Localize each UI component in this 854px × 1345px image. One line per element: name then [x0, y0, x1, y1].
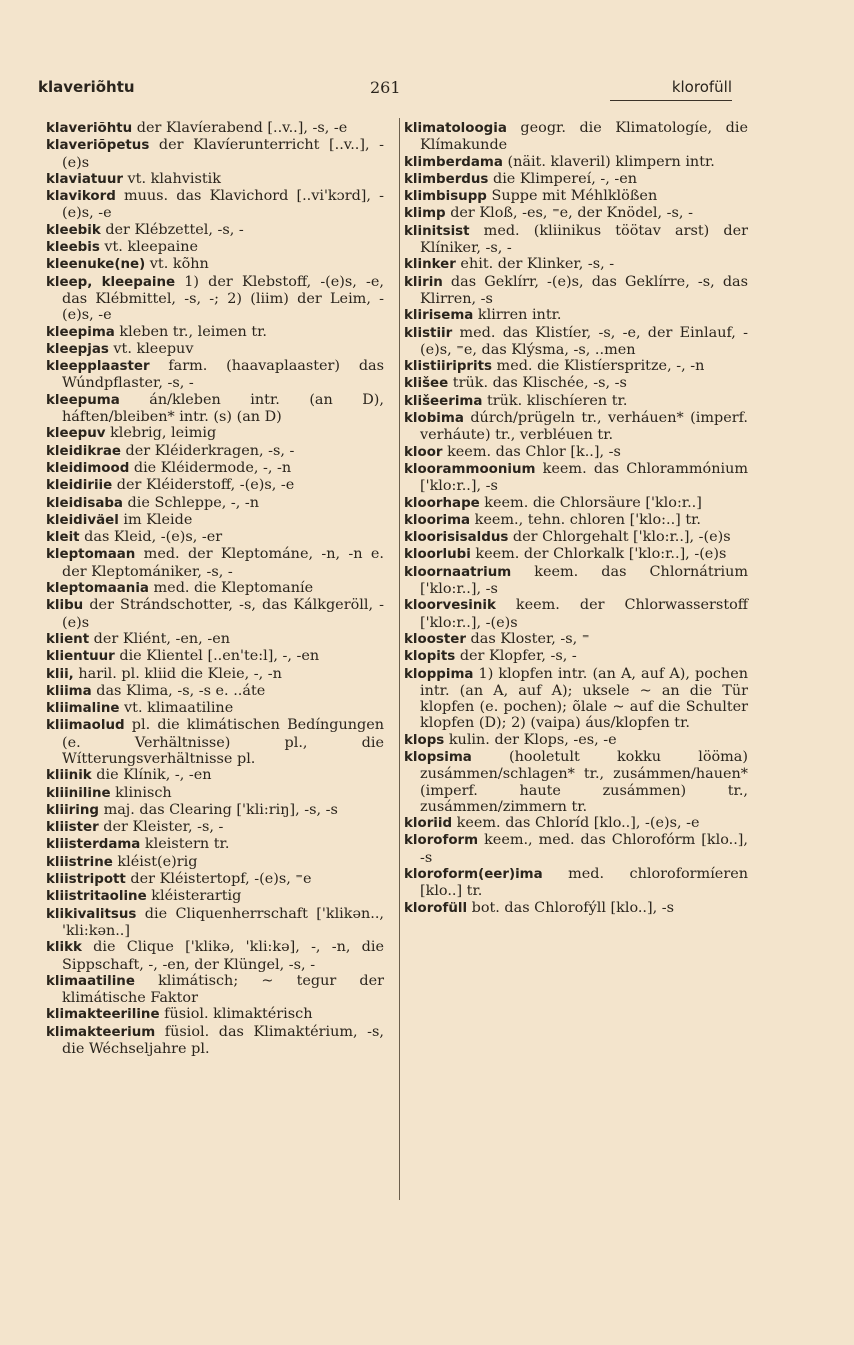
entry-headword: klikivalitsus [46, 906, 137, 922]
running-head-left: klaveriõhtu [38, 78, 135, 96]
entry-definition: med. (kliinikus töötav arst) der Klíniker, -s, - [420, 222, 753, 257]
dictionary-entry [404, 256, 748, 273]
entry-headword: kliiniline [46, 785, 111, 801]
dictionary-entry [404, 546, 748, 563]
dictionary-entry [404, 325, 748, 359]
entry-definition: der Kléiderkragen, -s, - [120, 442, 295, 459]
entry-headword: klopits [404, 649, 456, 665]
entry-headword: klimbisupp [404, 189, 487, 205]
entry-headword: kleepuma [46, 392, 120, 408]
dictionary-entry [46, 1023, 389, 1058]
dictionary-entry [404, 512, 748, 529]
dictionary-entry [46, 341, 384, 358]
entry-definition: (hooletult kokku lööma) zusámmen/schlagen* tr., zusámmen/hauen* (imperf. haute zusámmen) tr., zusámmen/zimmern tr. [420, 748, 753, 815]
right-column [404, 120, 753, 917]
entry-headword: klaveriõpetus [46, 138, 150, 154]
entry-definition: dúrch/prügeln tr., verháuen* (imperf. verháute) tr., verbléuen tr. [420, 410, 753, 444]
entry-definition: Suppe mit Méhlklößen [486, 188, 658, 205]
entry-definition: keem., med. das Chlorofórm [klo..], -s [420, 832, 753, 866]
entry-headword: klimp [404, 206, 446, 222]
entry-definition: 1) klopfen intr. (an A, auf A), pochen intr. (an A, auf A); uksele ~ an die Tür klopfen (e. pochen); õlale ~ auf die Schulter klopfen (D); 2) (vaipa) áus/klopfen tr. [420, 665, 753, 732]
entry-definition: die Cliquenherrschaft ['klikən.., 'kli:kən..] [62, 905, 389, 939]
entry-definition: bot. das Chlorofýll [klo..], -s [467, 899, 675, 916]
entry-definition: klebrig, leimig [105, 425, 217, 442]
dictionary-entry [404, 631, 748, 648]
entry-definition: keem. das Chloríd [klo..], -(e)s, -e [452, 815, 700, 832]
entry-definition: keem. das Chlorammónium ['klo:r..], -s [420, 460, 753, 495]
entry-definition: der Kléistertopf, -(e)s, ⁼e [125, 871, 312, 888]
entry-headword: klooster [404, 631, 466, 647]
entry-headword: kleepima [46, 324, 115, 340]
header-rule [610, 100, 732, 101]
entry-definition: der Chlorgehalt ['klo:r..], -(e)s [508, 529, 731, 546]
dictionary-entry [46, 700, 384, 717]
entry-headword: klobima [404, 411, 464, 427]
entry-definition: keem. die Chlorsäure ['klo:r..] [479, 494, 702, 511]
entry-headword: kloorvesinik [404, 598, 496, 614]
dictionary-entry [404, 410, 753, 444]
entry-headword: klaveriõhtu [46, 121, 133, 136]
entry-definition: vt. klimaatiline [119, 700, 234, 717]
dictionary-entry [404, 120, 753, 154]
dictionary-entry [46, 767, 384, 784]
entry-headword: klops [404, 732, 445, 748]
dictionary-entry [404, 171, 748, 188]
entry-headword: kloorammoonium [404, 461, 536, 477]
entry-headword: kleep, kleepaine [46, 274, 176, 290]
entry-definition: án/kleben intr. (an D), háften/bleiben* intr. (s) (an D) [62, 391, 389, 426]
entry-definition: vt. kleepaine [99, 239, 198, 256]
entry-definition: pl. die klimátischen Bedíngungen (e. Verhältnisse) pl., die Wítterungsverhältnisse pl. [62, 717, 389, 767]
dictionary-entry [46, 888, 384, 905]
entry-definition: füsiol. klimaktérisch [159, 1006, 313, 1023]
dictionary-entry [46, 425, 384, 442]
entry-headword: kliima [46, 683, 92, 699]
entry-definition: die Kléidermode, -, -n [129, 459, 292, 476]
dictionary-entry [46, 324, 384, 341]
entry-definition: trük. klischíeren tr. [482, 392, 628, 409]
entry-headword: kliister [46, 820, 99, 836]
dictionary-entry [404, 648, 748, 665]
entry-definition: vt. kleepuv [108, 340, 194, 357]
dictionary-entry [404, 444, 748, 461]
dictionary-entry [46, 188, 384, 222]
entry-headword: kloriid [404, 816, 453, 832]
dictionary-entry [46, 256, 384, 273]
entry-definition: das Kloster, -s, ⁼ [465, 630, 590, 647]
entry-definition: ehit. der Klinker, -s, - [455, 256, 615, 273]
entry-definition: med. der Kleptománe, -n, -n e. der Kleptomániker, -s, - [62, 546, 389, 580]
entry-headword: kliisterdama [46, 837, 141, 853]
entry-definition: klimátisch; ~ tegur der klimátische Faktor [62, 972, 389, 1007]
entry-headword: kliimaline [46, 701, 120, 717]
dictionary-entry [404, 815, 748, 832]
entry-headword: kleptomaania [46, 581, 149, 597]
entry-headword: klikk [46, 940, 82, 956]
dictionary-entry [46, 460, 384, 477]
entry-headword: kloroform [404, 833, 479, 849]
entry-headword: klišeerima [404, 393, 483, 409]
dictionary-entry [46, 939, 389, 973]
entry-headword: kliinik [46, 768, 92, 784]
column-divider [399, 118, 400, 1200]
entry-headword: klimatoloogia [404, 121, 507, 136]
entry-definition: der Klopfer, -s, - [455, 648, 577, 665]
entry-headword: kliistritaoline [46, 889, 147, 905]
dictionary-entry [46, 871, 384, 888]
dictionary-entry [46, 631, 384, 648]
entry-definition: keem. das Chlornátrium ['klo:r..], -s [420, 563, 753, 598]
entry-definition: kléisterartig [146, 888, 242, 905]
dictionary-entry [46, 836, 384, 853]
dictionary-entry [46, 580, 384, 597]
entry-headword: klii, [46, 666, 74, 682]
dictionary-entry [404, 222, 753, 257]
entry-definition: keem. das Chlor [k..], -s [442, 443, 621, 460]
entry-definition: die Klimpereí, -, -en [488, 170, 638, 187]
entry-headword: kloornaatrium [404, 564, 512, 580]
entry-headword: kleenuke(ne) [46, 257, 146, 273]
entry-headword: klimakteerium [46, 1024, 156, 1040]
entry-definition: trük. das Klischée, -s, -s [448, 375, 627, 392]
dictionary-entry [46, 972, 389, 1007]
entry-headword: klibu [46, 598, 84, 614]
entry-headword: kleidisaba [46, 495, 123, 511]
entry-headword: kleepuv [46, 426, 106, 442]
entry-headword: klimberdama [404, 154, 503, 170]
entry-headword: kloorisisaldus [404, 530, 509, 546]
entry-headword: kliistripott [46, 872, 126, 888]
entry-definition: kleistern tr. [140, 836, 230, 853]
entry-headword: kloroform(eer)ima [404, 867, 543, 883]
dictionary-entry [404, 832, 753, 866]
entry-headword: kloorlubi [404, 547, 471, 563]
entry-definition: med. die Kleptomaníe [148, 580, 314, 597]
dictionary-entry [46, 666, 384, 683]
entry-headword: klinitsist [404, 223, 470, 239]
entry-headword: klientuur [46, 649, 115, 665]
entry-headword: klimakteeriline [46, 1007, 160, 1023]
dictionary-entry [46, 443, 384, 460]
entry-headword: kleidiriie [46, 478, 113, 494]
dictionary-entry [46, 648, 384, 665]
entry-headword: kleebis [46, 240, 100, 256]
entry-headword: kloppima [404, 666, 474, 682]
entry-headword: kloorima [404, 512, 471, 528]
dictionary-entry [46, 120, 384, 137]
entry-definition: kleben tr., leimen tr. [114, 323, 267, 340]
entry-definition: im Kleide [118, 511, 193, 528]
entry-definition: füsiol. das Klimaktérium, -s, die Wéchseljahre pl. [62, 1023, 389, 1058]
dictionary-entry [46, 529, 384, 546]
entry-headword: klopsima [404, 749, 472, 765]
dictionary-entry [46, 273, 389, 324]
entry-headword: kliiring [46, 802, 99, 818]
entry-definition: der Kliént, -en, -en [89, 630, 230, 647]
entry-definition: kulin. der Klops, -es, -e [444, 731, 617, 748]
dictionary-entry [404, 188, 748, 205]
entry-definition: keem. der Chlorwasserstoff ['klo:r..], -(e)s [420, 597, 753, 631]
entry-headword: klišee [404, 376, 449, 392]
entry-definition: die Klínik, -, -en [91, 767, 212, 784]
entry-headword: kliistrine [46, 854, 113, 870]
dictionary-entry [46, 546, 389, 580]
running-head-right: klorofüll [671, 78, 732, 96]
entry-definition: keem. der Chlorkalk ['klo:r..], -(e)s [470, 546, 727, 563]
entry-definition: muus. das Klavichord [..vi'kɔrd], -(e)s, -e [62, 188, 384, 222]
entry-definition: der Klavíerunterricht [..v..], -(e)s [62, 137, 384, 171]
entry-headword: kliimaolud [46, 718, 125, 734]
dictionary-entry [46, 785, 384, 802]
entry-definition: (näit. klaveril) klimpern intr. [502, 153, 715, 170]
entry-headword: klimaatiline [46, 973, 135, 989]
entry-definition: der Klébzettel, -s, - [100, 221, 244, 238]
dictionary-entry [404, 273, 753, 308]
dictionary-entry [46, 512, 384, 529]
entry-headword: kleebik [46, 222, 101, 238]
dictionary-entry [46, 819, 384, 836]
dictionary-entry [404, 866, 753, 900]
entry-definition: geogr. die Klimatologíe, die Klímakunde [420, 120, 753, 154]
dictionary-entry [404, 597, 753, 631]
dictionary-entry [46, 802, 384, 819]
entry-definition: med. das Klistíer, -s, -e, der Einlauf, -(e)s, ⁼e, das Klýsma, -s, ..men [420, 324, 748, 358]
entry-headword: kleepplaaster [46, 359, 150, 375]
dictionary-entry [46, 495, 384, 512]
entry-definition: 1) der Klebstoff, -(e)s, -e, das Klébmittel, -s, -; 2) (liim) der Leim, -(e)s, -e [62, 273, 389, 324]
entry-definition: vt. klahvistik [122, 170, 221, 187]
entry-headword: klavikord [46, 189, 116, 205]
dictionary-entry [404, 307, 748, 324]
entry-headword: kleit [46, 530, 80, 546]
dictionary-entry [46, 137, 384, 171]
dictionary-entry [404, 900, 748, 917]
dictionary-entry [46, 1006, 384, 1023]
entry-headword: klinker [404, 257, 456, 273]
entry-definition: klirren intr. [473, 307, 562, 324]
entry-headword: kleidimood [46, 460, 130, 476]
entry-headword: klirisema [404, 308, 474, 324]
dictionary-entry [404, 154, 748, 171]
dictionary-entry [46, 683, 384, 700]
entry-headword: klirin [404, 274, 443, 290]
entry-headword: klimberdus [404, 171, 489, 187]
dictionary-entry [404, 375, 748, 392]
dictionary-entry [46, 239, 384, 256]
entry-definition: med. chloroformíeren [klo..] tr. [420, 866, 753, 900]
entry-definition: die Clique ['klikə, 'kli:kə], -, -n, die Sippschaft, -, -en, der Klüngel, -s, - [62, 939, 389, 973]
entry-headword: klistiiriprits [404, 359, 492, 375]
entry-definition: med. die Klistíerspritze, -, -n [491, 358, 705, 375]
dictionary-entry [404, 748, 753, 815]
entry-headword: kleptomaan [46, 547, 136, 563]
entry-definition: der Strándschotter, -s, das Kálkgeröll, -(e)s [62, 597, 384, 631]
entry-headword: kloor [404, 444, 443, 460]
entry-definition: der Klavíerabend [..v..], -s, -e [132, 120, 348, 136]
dictionary-entry [404, 393, 748, 410]
entry-headword: klistiir [404, 325, 453, 341]
dictionary-entry [404, 205, 748, 222]
dictionary-entry [46, 905, 389, 940]
entry-definition: maj. das Clearing ['kli:riŋ], -s, -s [99, 801, 338, 818]
entry-definition: vt. kõhn [145, 256, 209, 273]
entry-headword: klorofüll [404, 900, 468, 916]
dictionary-entry [46, 477, 384, 494]
dictionary-entry [46, 597, 384, 631]
entry-headword: klient [46, 631, 90, 647]
entry-definition: farm. (haavaplaaster) das Wúndpflaster, -s, - [62, 358, 389, 392]
entry-definition: die Schleppe, -, -n [122, 494, 259, 511]
entry-definition: das Klima, -s, -s e. ..áte [91, 682, 266, 699]
entry-definition: die Klientel [..en'te:l], -, -en [114, 648, 320, 665]
dictionary-entry [46, 222, 384, 239]
entry-headword: kleepjas [46, 341, 109, 357]
entry-headword: kloorhape [404, 495, 480, 511]
dictionary-entry [46, 717, 389, 767]
dictionary-entry [404, 495, 748, 512]
entry-definition: das Geklírr, -(e)s, das Geklírre, -s, das Klirren, -s [420, 273, 753, 307]
entry-headword: kleidiväel [46, 512, 119, 528]
dictionary-entry [46, 171, 384, 188]
entry-definition: klinisch [110, 784, 172, 801]
entry-definition: der Kleister, -s, - [98, 819, 224, 836]
entry-definition: keem., tehn. chloren ['klo:..] tr. [470, 511, 701, 528]
entry-definition: haril. pl. kliid die Kleie, -, -n [73, 665, 282, 682]
entry-headword: klaviatuur [46, 171, 123, 187]
dictionary-entry [46, 391, 389, 426]
dictionary-entry [404, 732, 748, 749]
dictionary-entry [404, 563, 753, 598]
left-column [46, 120, 389, 1058]
dictionary-entry [404, 358, 748, 375]
entry-definition: der Kléiderstoff, -(e)s, -e [112, 477, 295, 494]
dictionary-entry [404, 460, 753, 495]
page-number: 261 [370, 78, 401, 97]
dictionary-entry [46, 854, 384, 871]
entry-headword: kleidikrae [46, 443, 121, 459]
entry-definition: kléist(e)rig [112, 853, 198, 870]
dictionary-entry [404, 665, 753, 732]
entry-definition: das Kleid, -(e)s, -er [79, 529, 223, 546]
dictionary-entry [404, 529, 748, 546]
dictionary-entry [46, 358, 389, 392]
entry-definition: der Kloß, -es, ⁼e, der Knödel, -s, - [445, 205, 693, 222]
